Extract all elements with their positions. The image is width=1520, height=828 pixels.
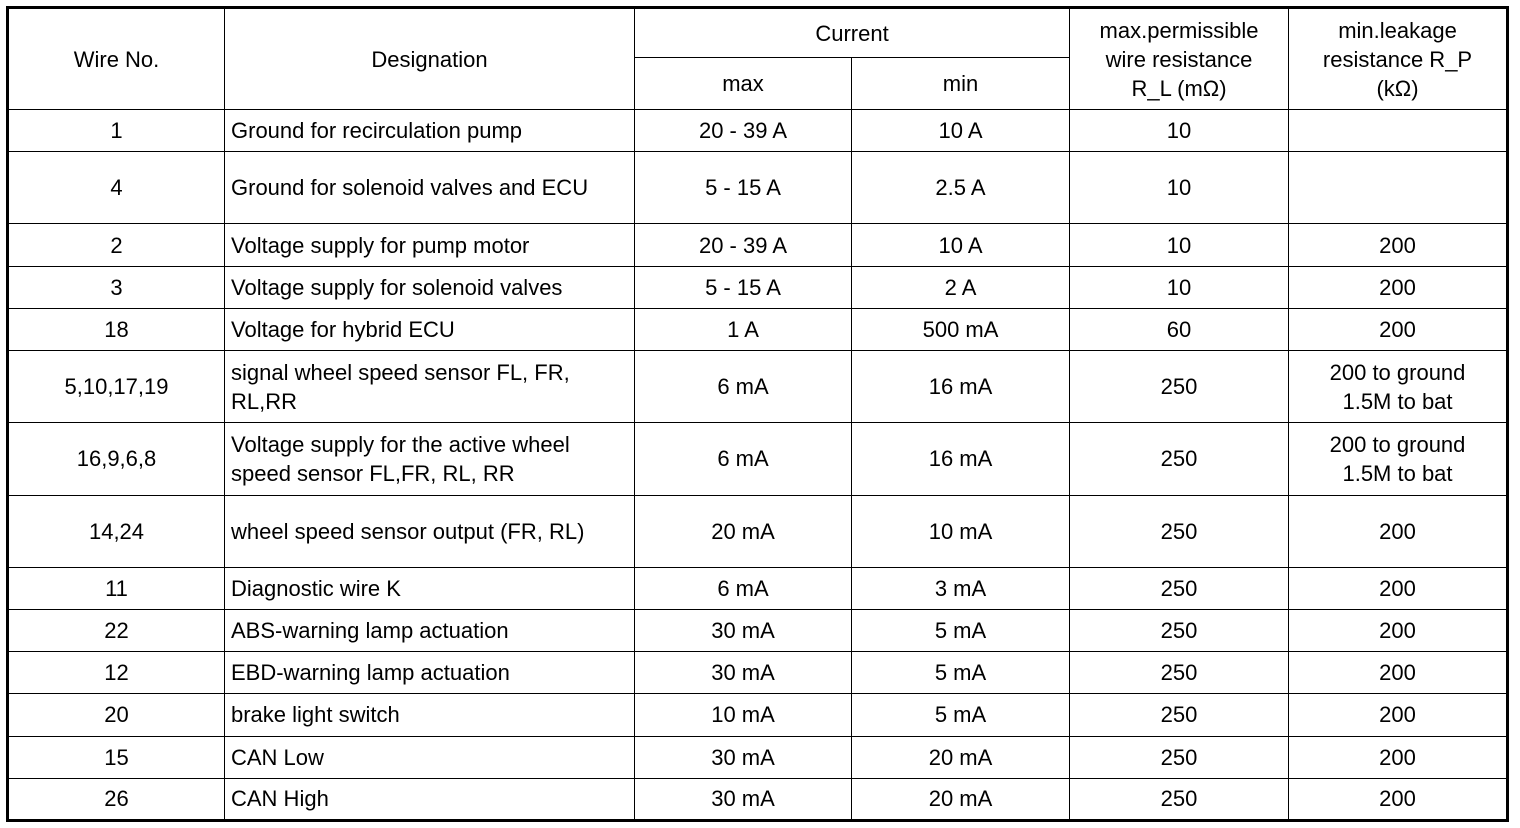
current-max-cell: 10 mA [635,694,852,736]
current-min-cell: 5 mA [852,610,1070,652]
current-min-cell: 16 mA [852,423,1070,495]
current-max-cell: 5 - 15 A [635,152,852,224]
current-max-cell: 6 mA [635,567,852,609]
current-min-cell: 20 mA [852,736,1070,778]
header-current: Current [635,8,1070,58]
wire-resistance-cell: 250 [1070,736,1289,778]
header-leakage-resistance-line: resistance R_P [1322,46,1473,72]
designation-cell: Ground for solenoid valves and ECU [225,152,635,224]
wire-resistance-cell: 250 [1070,495,1289,567]
leakage-resistance-cell: 200 [1289,567,1508,609]
current-min-cell: 2.5 A [852,152,1070,224]
leakage-resistance-cell-line: 200 to ground [1329,431,1466,457]
header-current-min: min [852,58,1070,110]
wire-resistance-cell: 250 [1070,652,1289,694]
table-row [8,610,1508,652]
current-min-cell: 5 mA [852,694,1070,736]
wire-resistance-cell: 10 [1070,224,1289,266]
wire-resistance-cell: 10 [1070,266,1289,308]
current-min-cell: 10 A [852,224,1070,266]
header-row-top [8,8,1508,58]
leakage-resistance-cell: 200 [1289,652,1508,694]
table-row [8,652,1508,694]
current-min-cell: 20 mA [852,778,1070,820]
leakage-resistance-cell-line: 1.5M to bat [1342,388,1453,414]
header-wire-resistance-line: max.permissible [1099,17,1259,43]
designation-cell: Voltage supply for pump motor [225,224,635,266]
wire-no-cell: 1 [8,110,225,152]
current-min-cell: 16 mA [852,350,1070,422]
wire-no-cell: 11 [8,567,225,609]
designation-cell: Ground for recirculation pump [225,110,635,152]
table-row [8,567,1508,609]
leakage-resistance-cell: 200 [1289,266,1508,308]
designation-cell: Voltage supply for the active wheel speed sensor FL,FR, RL, RR [225,423,635,495]
current-max-cell: 5 - 15 A [635,266,852,308]
current-max-cell: 1 A [635,308,852,350]
designation-cell: Voltage for hybrid ECU [225,308,635,350]
wire-resistance-cell: 250 [1070,694,1289,736]
current-max-cell: 30 mA [635,652,852,694]
header-wire-resistance-line: R_L (mΩ) [1131,75,1227,101]
wire-resistance-cell: 250 [1070,423,1289,495]
designation-cell: wheel speed sensor output (FR, RL) [225,495,635,567]
wire-resistance-cell: 250 [1070,567,1289,609]
current-max-cell: 30 mA [635,736,852,778]
leakage-resistance-cell-line: 200 to ground [1329,359,1466,385]
designation-cell: CAN Low [225,736,635,778]
wire-no-cell: 26 [8,778,225,820]
wire-no-cell: 3 [8,266,225,308]
table-row [8,152,1508,224]
wire-no-cell: 2 [8,224,225,266]
wire-no-cell: 22 [8,610,225,652]
table-row [8,423,1508,495]
current-max-cell: 20 - 39 A [635,224,852,266]
header-current-max: max [635,58,852,110]
leakage-resistance-cell [1289,350,1508,422]
leakage-resistance-cell: 200 [1289,610,1508,652]
current-max-cell: 20 mA [635,495,852,567]
table-row [8,495,1508,567]
current-min-cell: 3 mA [852,567,1070,609]
designation-cell: Diagnostic wire K [225,567,635,609]
header-leakage-resistance-line: (kΩ) [1376,75,1419,101]
current-max-cell: 6 mA [635,350,852,422]
current-max-cell: 30 mA [635,778,852,820]
current-min-cell: 500 mA [852,308,1070,350]
wire-no-cell: 16,9,6,8 [8,423,225,495]
wire-resistance-cell: 10 [1070,110,1289,152]
leakage-resistance-cell: 200 [1289,736,1508,778]
current-max-cell: 6 mA [635,423,852,495]
designation-cell: Voltage supply for solenoid valves [225,266,635,308]
wire-no-cell: 5,10,17,19 [8,350,225,422]
leakage-resistance-cell-line: 1.5M to bat [1342,460,1453,486]
current-min-cell: 10 mA [852,495,1070,567]
table-row [8,694,1508,736]
wire-resistance-cell: 60 [1070,308,1289,350]
wire-spec-table [6,6,1509,822]
leakage-resistance-cell [1289,110,1508,152]
header-wire-no: Wire No. [8,8,225,110]
header-designation: Designation [225,8,635,110]
wire-resistance-cell: 10 [1070,152,1289,224]
designation-cell: EBD-warning lamp actuation [225,652,635,694]
header-leakage-resistance [1289,8,1508,110]
table-row [8,266,1508,308]
designation-cell: ABS-warning lamp actuation [225,610,635,652]
current-min-cell: 2 A [852,266,1070,308]
table-row [8,110,1508,152]
table-body [8,110,1508,821]
leakage-resistance-cell: 200 [1289,224,1508,266]
leakage-resistance-cell [1289,152,1508,224]
leakage-resistance-cell: 200 [1289,308,1508,350]
wire-resistance-cell: 250 [1070,610,1289,652]
designation-cell: CAN High [225,778,635,820]
table-row [8,778,1508,820]
wire-resistance-cell: 250 [1070,350,1289,422]
table-row [8,308,1508,350]
current-min-cell: 10 A [852,110,1070,152]
wire-no-cell: 20 [8,694,225,736]
table-row [8,736,1508,778]
designation-cell: signal wheel speed sensor FL, FR, RL,RR [225,350,635,422]
wire-no-cell: 18 [8,308,225,350]
table-row [8,224,1508,266]
header-wire-resistance-line: wire resistance [1105,46,1253,72]
leakage-resistance-cell: 200 [1289,495,1508,567]
header-leakage-resistance-line: min.leakage [1338,17,1457,43]
current-max-cell: 20 - 39 A [635,110,852,152]
wire-no-cell: 14,24 [8,495,225,567]
header-wire-resistance [1070,8,1289,110]
wire-no-cell: 15 [8,736,225,778]
leakage-resistance-cell: 200 [1289,694,1508,736]
designation-cell: brake light switch [225,694,635,736]
wire-resistance-cell: 250 [1070,778,1289,820]
wire-no-cell: 4 [8,152,225,224]
leakage-resistance-cell [1289,423,1508,495]
wire-no-cell: 12 [8,652,225,694]
leakage-resistance-cell: 200 [1289,778,1508,820]
current-min-cell: 5 mA [852,652,1070,694]
current-max-cell: 30 mA [635,610,852,652]
table-row [8,350,1508,422]
